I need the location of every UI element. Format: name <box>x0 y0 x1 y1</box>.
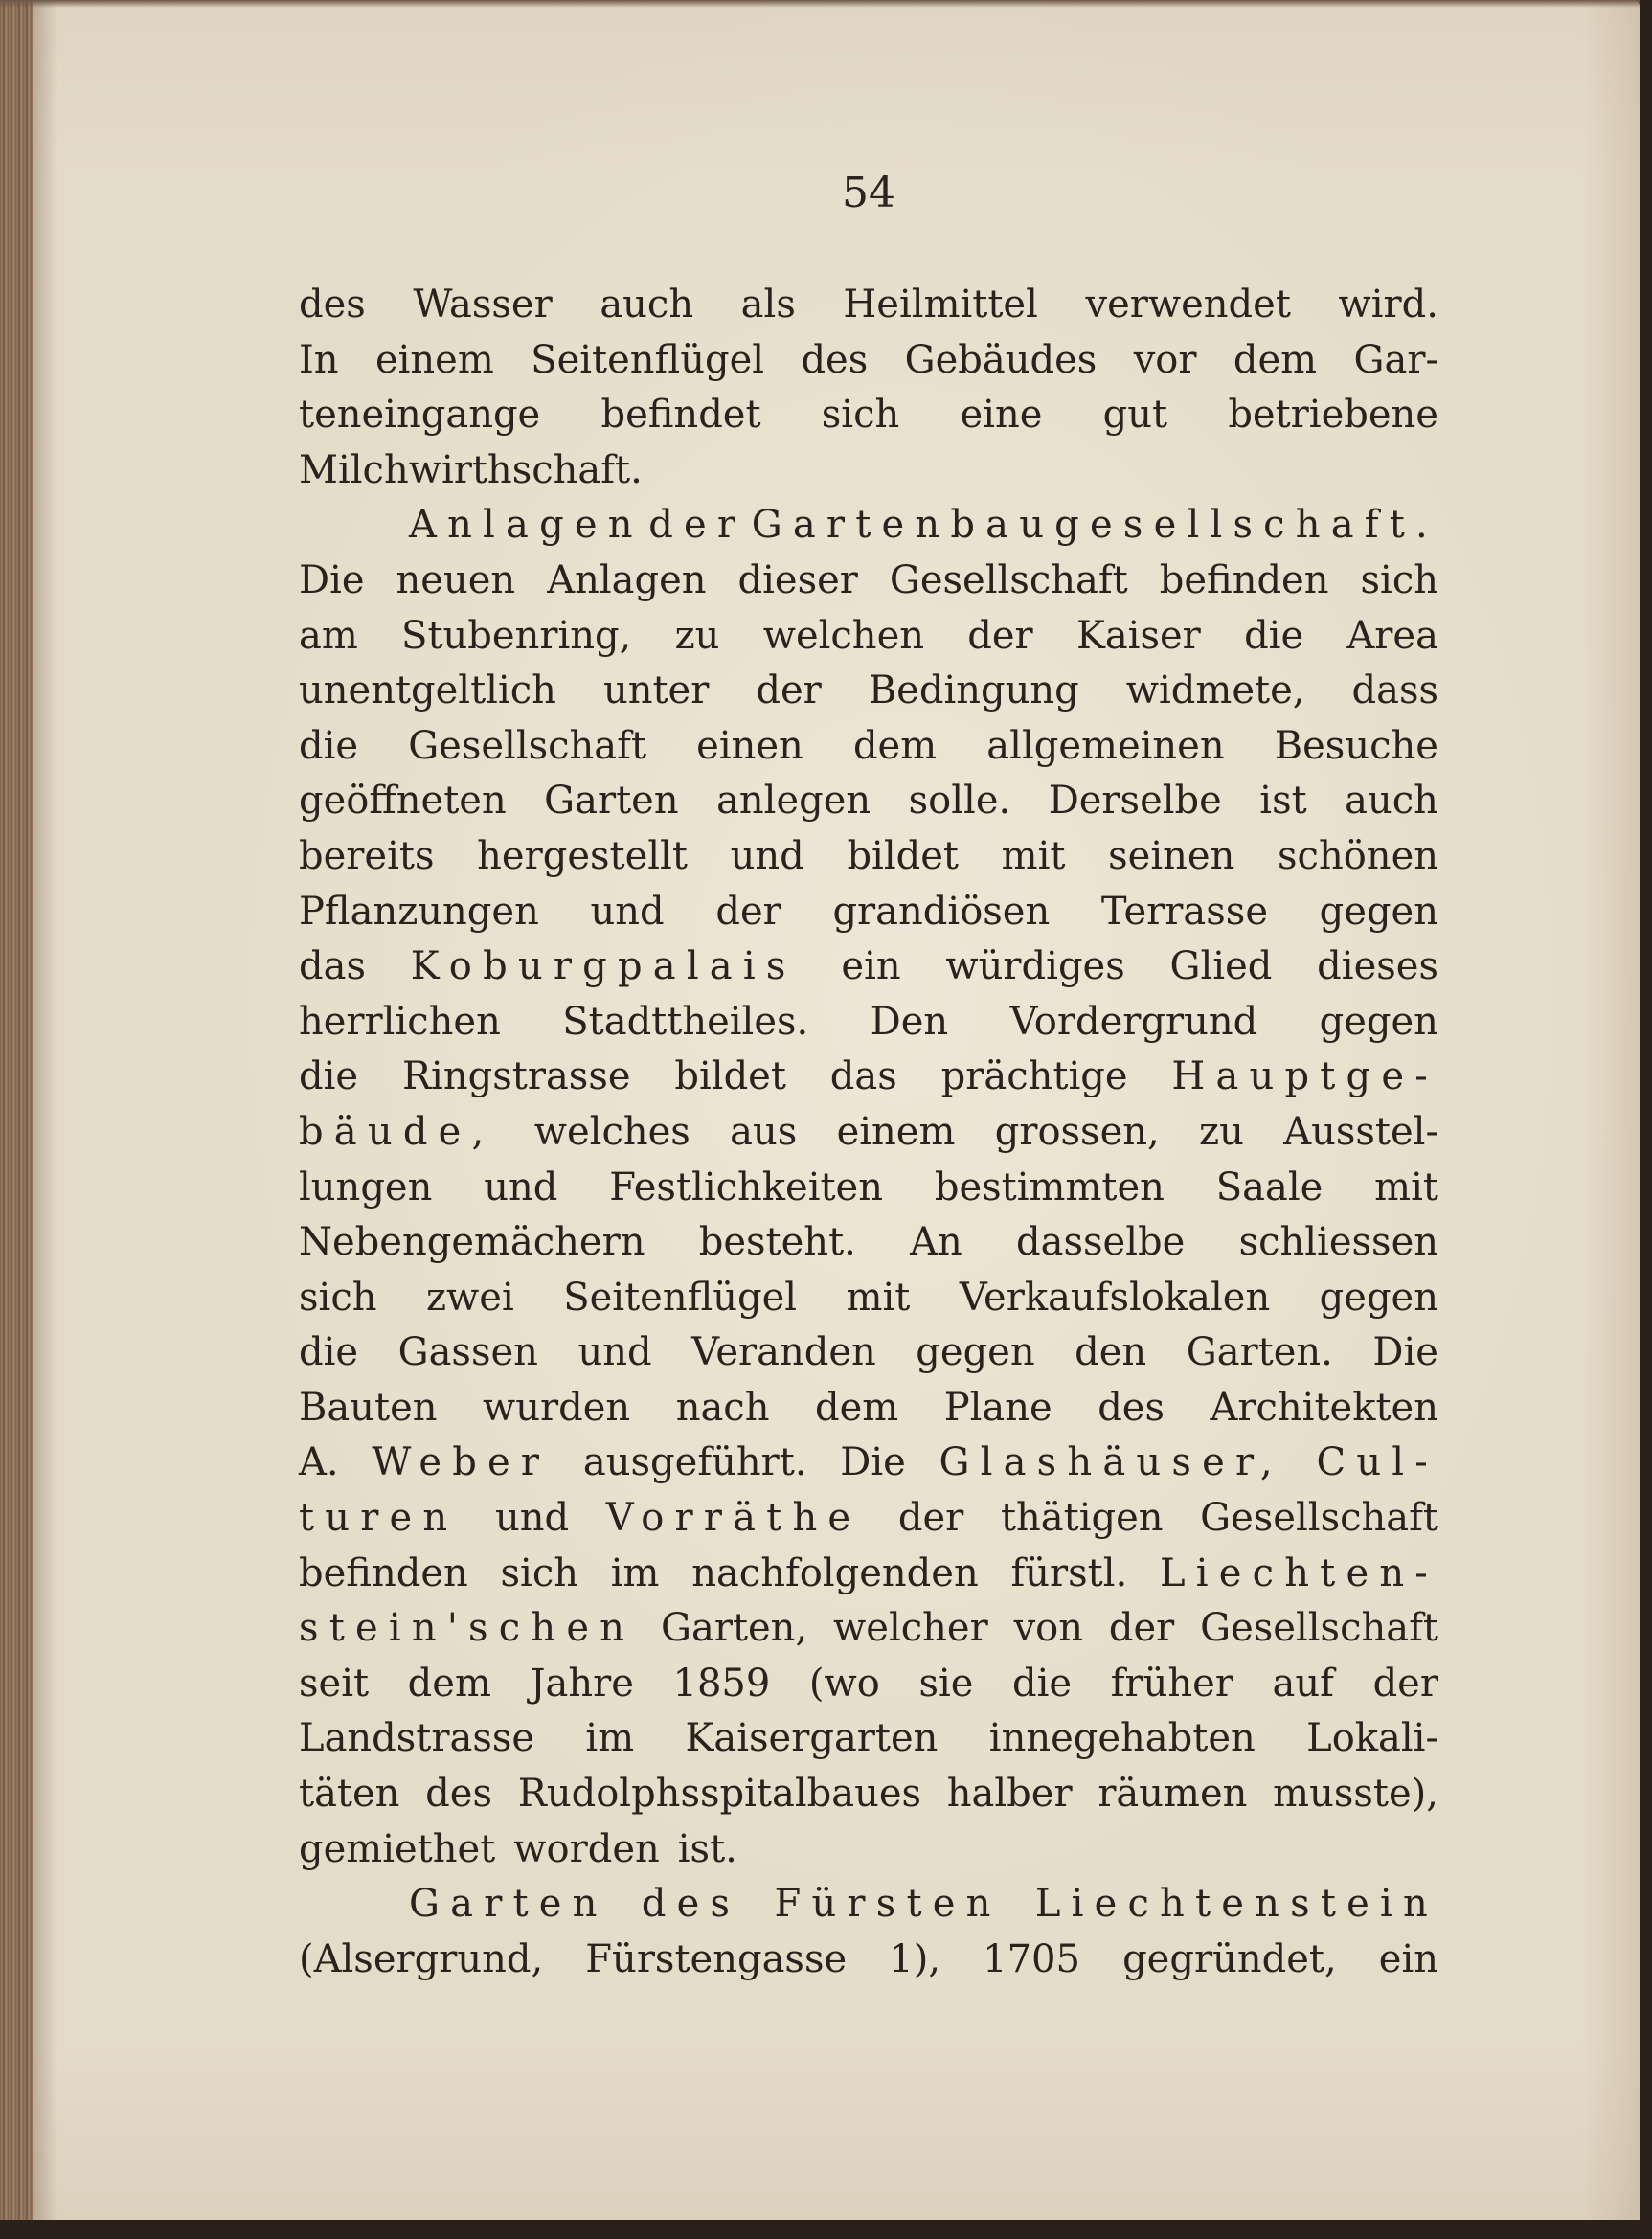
word: und <box>730 833 804 878</box>
word: von <box>1013 1606 1084 1651</box>
text-line <box>299 1271 1438 1326</box>
word: (Alsergrund, <box>299 1936 544 1981</box>
word: Gartenbaugesellschaft. <box>751 503 1438 548</box>
book-binding-edge <box>0 0 33 2220</box>
word: allgemeinen <box>986 723 1225 768</box>
text-line <box>299 1601 1438 1657</box>
word: zu <box>1199 1109 1244 1154</box>
text-line <box>299 333 1438 389</box>
word: 1), <box>889 1936 941 1981</box>
word: Seitenflügel <box>563 1275 798 1320</box>
word: bereits <box>299 833 435 878</box>
word: hergestellt <box>477 833 688 878</box>
word: Pflanzungen <box>299 889 539 934</box>
word: Terrasse <box>1100 889 1268 934</box>
word: sie <box>918 1661 974 1706</box>
page-number <box>299 169 1438 217</box>
word: turen <box>299 1496 459 1541</box>
word: ein <box>841 944 901 989</box>
word: Gesellschaft <box>1200 1496 1438 1541</box>
word: zu <box>674 613 720 658</box>
text-line <box>299 1547 1438 1602</box>
text-line <box>299 278 1438 333</box>
word: früher <box>1110 1661 1233 1706</box>
word: befindet <box>600 393 761 438</box>
word: nach <box>675 1385 770 1430</box>
word: ist <box>1259 779 1307 824</box>
text-line <box>299 1381 1438 1436</box>
word: als <box>740 283 796 327</box>
word: neuen <box>396 557 516 602</box>
word: mit <box>1374 1165 1438 1210</box>
word: schönen <box>1278 833 1438 878</box>
word: halber <box>946 1772 1073 1817</box>
word: seit <box>299 1661 370 1706</box>
word: bäude, <box>299 1109 495 1154</box>
word: wurden <box>483 1385 631 1430</box>
word: musste), <box>1273 1772 1438 1817</box>
word: Gesellschaft <box>408 723 647 768</box>
word: dieser <box>737 557 858 602</box>
word: gegen <box>1319 999 1438 1044</box>
word: das <box>299 944 366 989</box>
text-line <box>299 1325 1438 1381</box>
word: Vorräthe <box>605 1496 862 1541</box>
text-line <box>299 829 1438 885</box>
word: innegehabten <box>988 1716 1256 1761</box>
word: ein <box>1378 1936 1438 1981</box>
word: dass <box>1351 668 1438 713</box>
word: welcher <box>833 1606 988 1651</box>
text-line <box>299 498 1438 554</box>
word: sich <box>1360 557 1438 602</box>
word: Die <box>1372 1330 1438 1375</box>
text-line <box>299 1491 1438 1547</box>
word: Fürsten <box>774 1882 1002 1927</box>
text-line <box>299 774 1438 829</box>
word: Cul- <box>1316 1440 1438 1485</box>
word: Stadttheiles. <box>562 999 809 1044</box>
word: bildet <box>847 833 959 878</box>
word: das <box>829 1054 897 1099</box>
word: und <box>577 1330 652 1375</box>
word: vor <box>1133 337 1197 382</box>
word: des <box>801 337 869 382</box>
word: Heilmittel <box>843 283 1038 327</box>
word: Garten <box>544 779 679 824</box>
word: auch <box>1345 779 1438 824</box>
word: Den <box>870 999 949 1044</box>
word: die <box>299 723 359 768</box>
word: stein'schen <box>299 1606 636 1651</box>
word: auf <box>1272 1661 1334 1706</box>
gutter-shadow <box>33 0 57 2220</box>
page-right-edge <box>1582 0 1640 2220</box>
word: des <box>299 283 366 327</box>
word: dem <box>814 1385 899 1430</box>
word: Derselbe <box>1048 779 1222 824</box>
word: im <box>610 1550 660 1595</box>
word: Bauten <box>299 1385 438 1430</box>
word: Vordergrund <box>1009 999 1258 1044</box>
word: dem <box>1233 337 1318 382</box>
word: die <box>299 1054 359 1099</box>
word: dem <box>407 1661 491 1706</box>
word: A. <box>299 1440 339 1485</box>
word: Bedingung <box>868 668 1079 713</box>
text-line <box>299 1877 1438 1933</box>
word: befinden <box>299 1550 468 1595</box>
word: Die <box>299 557 365 602</box>
word: anlegen <box>716 779 871 824</box>
word: lungen <box>299 1165 433 1210</box>
word: 1705 <box>983 1936 1080 1981</box>
word: Architekten <box>1210 1385 1438 1430</box>
word: Ringstrasse <box>401 1054 631 1099</box>
word: der <box>1372 1661 1438 1706</box>
word: Weber <box>372 1440 551 1485</box>
word: solle. <box>908 779 1011 824</box>
word: Gebäudes <box>904 337 1098 382</box>
word: gegen <box>1319 1275 1438 1320</box>
word: worden <box>513 1826 660 1871</box>
text-line <box>299 719 1438 775</box>
word: des <box>641 1882 741 1927</box>
word: Stubenring, <box>401 613 632 658</box>
word: des <box>425 1772 492 1817</box>
text-line <box>299 388 1438 443</box>
word: eine <box>960 393 1043 438</box>
word: bestimmten <box>934 1165 1165 1210</box>
word: Plane <box>943 1385 1052 1430</box>
word: Garten <box>409 1882 608 1927</box>
word: der <box>1108 1606 1175 1651</box>
word: Gar- <box>1353 337 1438 382</box>
word: mit <box>846 1275 911 1320</box>
word: Ausstel- <box>1283 1109 1438 1154</box>
word: fürstl. <box>1010 1550 1128 1595</box>
word: die <box>299 1330 359 1375</box>
word: teneingange <box>299 393 541 438</box>
word: einen <box>696 723 803 768</box>
word: Saale <box>1215 1165 1324 1210</box>
word: am <box>299 613 358 658</box>
word: Liechten- <box>1159 1550 1438 1595</box>
text-line <box>299 1215 1438 1271</box>
word: widmete, <box>1125 668 1305 713</box>
word: auch <box>600 283 694 327</box>
word: Liechtenstein <box>1034 1882 1438 1927</box>
text-line <box>299 1933 1438 1988</box>
word: zwei <box>425 1275 514 1320</box>
word: herrlichen <box>299 999 501 1044</box>
word: gut <box>1102 393 1168 438</box>
word: besteht. <box>698 1220 856 1265</box>
word: einem <box>836 1109 956 1154</box>
word: Festlichkeiten <box>609 1165 883 1210</box>
word: dieses <box>1317 944 1438 989</box>
word: Fürstengasse <box>585 1936 848 1981</box>
text-line <box>299 885 1438 940</box>
word: Glied <box>1169 944 1273 989</box>
word: Hauptge- <box>1171 1054 1438 1099</box>
word: Milchwirthschaft. <box>299 447 643 492</box>
text-line <box>299 1436 1438 1491</box>
word: Anlagen <box>409 503 644 548</box>
word: einem <box>374 337 494 382</box>
text-line <box>299 1050 1438 1105</box>
word: geöffneten <box>299 779 507 824</box>
word: Verkaufslokalen <box>959 1275 1271 1320</box>
word: grossen, <box>994 1109 1160 1154</box>
text-line <box>299 1161 1438 1216</box>
word: die <box>1012 1661 1073 1706</box>
word: unentgeltlich <box>299 668 556 713</box>
word: des <box>1098 1385 1165 1430</box>
word: Seitenflügel <box>531 337 765 382</box>
word: sich <box>299 1275 377 1320</box>
page-top-edge <box>0 0 1640 8</box>
word: aus <box>730 1109 798 1154</box>
word: Glashäuser, <box>939 1440 1283 1485</box>
word: wird. <box>1338 283 1438 327</box>
word: mit <box>1001 833 1066 878</box>
word: Nebengemächern <box>299 1220 645 1265</box>
word: der <box>967 613 1033 658</box>
word: der <box>756 668 822 713</box>
word: und <box>484 1165 558 1210</box>
word: Garten, <box>661 1606 808 1651</box>
word: unter <box>602 668 710 713</box>
word: befinden <box>1159 557 1329 602</box>
word: gemiethet <box>299 1826 496 1871</box>
word: Lokali- <box>1306 1716 1438 1761</box>
word: ist. <box>677 1826 737 1871</box>
word: verwendet <box>1085 283 1291 327</box>
word: betriebene <box>1228 393 1438 438</box>
word: dem <box>852 723 938 768</box>
word: bildet <box>674 1054 786 1099</box>
text-line <box>299 1767 1438 1822</box>
word: Jahre <box>530 1661 634 1706</box>
text-line <box>299 554 1438 609</box>
word: Wasser <box>413 283 553 327</box>
text-line <box>299 939 1438 995</box>
word: und <box>590 889 665 934</box>
text-line <box>299 443 1438 499</box>
word: und <box>495 1496 570 1541</box>
word: der <box>715 889 781 934</box>
word: In <box>299 337 339 382</box>
word: Gassen <box>397 1330 538 1375</box>
body-text <box>299 278 1438 1987</box>
word: gegen <box>916 1330 1035 1375</box>
word: Garten. <box>1186 1330 1333 1375</box>
word: Landstrasse <box>299 1716 535 1761</box>
word: die <box>1244 613 1304 658</box>
word: sich <box>821 393 900 438</box>
word: nachfolgenden <box>691 1550 979 1595</box>
word: Die <box>840 1440 906 1485</box>
word: gegründet, <box>1122 1936 1337 1981</box>
word: Rudolphsspitalbaues <box>517 1772 922 1817</box>
text-line <box>299 1105 1438 1161</box>
word: sich <box>500 1550 578 1595</box>
word: würdiges <box>945 944 1125 989</box>
word: seinen <box>1108 833 1235 878</box>
word: räumen <box>1098 1772 1248 1817</box>
word: grandiösen <box>832 889 1051 934</box>
word: 1859 <box>672 1661 771 1706</box>
text-line <box>299 1822 1438 1878</box>
word: gegen <box>1319 889 1438 934</box>
word: Kaiser <box>1075 613 1201 658</box>
word: der <box>648 503 747 548</box>
text-line <box>299 995 1438 1051</box>
word: Gesellschaft <box>889 557 1128 602</box>
word: ausgeführt. <box>582 1440 807 1485</box>
word: Area <box>1346 613 1438 658</box>
word: Koburgpalais <box>410 944 797 989</box>
text-line <box>299 609 1438 665</box>
word: im <box>585 1716 635 1761</box>
word: thätigen <box>1000 1496 1164 1541</box>
word: welches <box>533 1109 690 1154</box>
word: schliessen <box>1238 1220 1438 1265</box>
word: Veranden <box>691 1330 876 1375</box>
word: Kaisergarten <box>685 1716 939 1761</box>
word: der <box>897 1496 964 1541</box>
word: den <box>1075 1330 1147 1375</box>
text-line <box>299 664 1438 719</box>
word: Besuche <box>1274 723 1438 768</box>
word: dasselbe <box>1016 1220 1186 1265</box>
text-line <box>299 1657 1438 1712</box>
page-number-text: 54 <box>842 169 895 217</box>
word: täten <box>299 1772 400 1817</box>
word: An <box>910 1220 962 1265</box>
word: welchen <box>762 613 925 658</box>
text-line <box>299 1711 1438 1767</box>
word: (wo <box>808 1661 880 1706</box>
word: Gesellschaft <box>1200 1606 1438 1651</box>
word: prächtige <box>940 1054 1128 1099</box>
word: Anlagen <box>547 557 707 602</box>
